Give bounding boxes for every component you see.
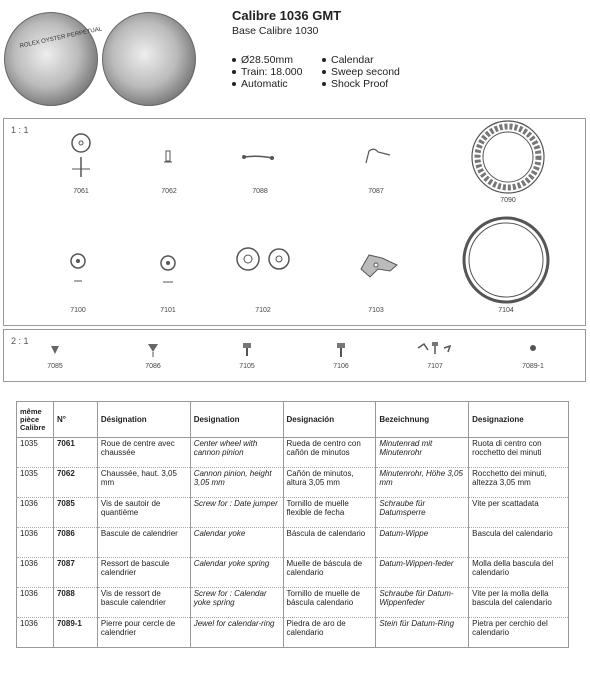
part-7102-drawing [237,248,289,270]
parts-drawings-1-1 [4,119,585,325]
page-subtitle: Base Calibre 1030 [232,25,319,37]
cell-english: Cannon pinion, height 3,05 mm [190,468,283,498]
feature-item: Automatic [232,78,302,90]
table-row [17,558,569,588]
cell-french: Pierre pour cercle de calendrier [97,618,190,648]
part-7089-1-drawing [530,345,536,351]
column-header-number: N° [53,402,97,438]
features-right [322,54,400,90]
feature-item: Ø28.50mm [232,54,302,66]
features-left [232,54,302,90]
parts-drawings-2-1 [4,330,585,381]
part-7100-drawing [71,254,85,281]
part-number-label: 7103 [368,307,384,314]
cell-spanish: Báscula de calendario [283,528,376,558]
cell-french: Vis de ressort de bascule calendrier [97,588,190,618]
movement-photo-dial-side [4,12,103,106]
part-number-label: 7086 [145,363,161,370]
cell-calibre: 1035 [17,438,54,468]
column-header-english: Designation [190,402,283,438]
part-number-label: 7087 [368,188,384,195]
cell-italian: Vite per la molla della bascula del calendario [469,588,569,618]
column-header-calibre: même pièce Calibre [17,402,54,438]
cell-french: Ressort de bascule calendrier [97,558,190,588]
movement-photo-back-side [102,12,196,106]
column-header-german: Bezeichnung [376,402,469,438]
part-number-label: 7062 [161,188,177,195]
cell-spanish: Tornillo de muelle flexible de fecha [283,498,376,528]
part-7090-drawing [472,121,544,193]
cell-calibre: 1036 [17,558,54,588]
part-7107-drawing [418,342,450,354]
cell-english: Jewel for calendar-ring [190,618,283,648]
part-number-label: 7085 [47,363,63,370]
cell-spanish: Rueda de centro con cañón de minutos [283,438,376,468]
feature-item: Calendar [322,54,400,66]
part-7106-drawing [337,343,345,357]
column-header-spanish: Designación [283,402,376,438]
column-header-italian: Designazione [469,402,569,438]
cell-german: Datum-Wippe [376,528,469,558]
part-number-label: 7100 [70,307,86,314]
cell-calibre: 1036 [17,498,54,528]
table-row [17,588,569,618]
part-7105-drawing [243,343,251,356]
table-row [17,438,569,468]
cell-english: Center wheel with cannon pinion [190,438,283,468]
feature-item: Shock Proof [322,78,400,90]
part-number-label: 7106 [333,363,349,370]
cell-german: Minutenrohr, Höhe 3,05 mm [376,468,469,498]
table-row [17,468,569,498]
cell-french: Roue de centre avec chaussée [97,438,190,468]
parts-panel-1-1 [3,118,586,326]
part-number-label: 7090 [500,197,516,204]
part-number-label: 7061 [73,188,89,195]
cell-part-number: 7087 [53,558,97,588]
cell-german: Schraube für Datumsperre [376,498,469,528]
cell-german: Datum-Wippen-feder [376,558,469,588]
part-7085-drawing [51,346,59,354]
table-row [17,618,569,648]
cell-italian: Rocchetto dei minuti, altezza 3,05 mm [469,468,569,498]
parts-panel-2-1 [3,329,586,382]
part-number-label: 7107 [427,363,443,370]
table-row [17,498,569,528]
part-number-label: 7088 [252,188,268,195]
part-number-label: 7101 [160,307,176,314]
rotor-engraving: ROLEX OYSTER PERPETUAL [19,26,103,50]
cell-english: Calendar yoke [190,528,283,558]
cell-calibre: 1036 [17,528,54,558]
cell-part-number: 7089-1 [53,618,97,648]
part-number-label: 7104 [498,307,514,314]
part-number-label: 7102 [255,307,271,314]
page-title: Calibre 1036 GMT [232,8,342,23]
cell-spanish: Tornillo de muelle de báscula calendario [283,588,376,618]
table-row [17,528,569,558]
part-7088-drawing [242,155,274,160]
cell-part-number: 7085 [53,498,97,528]
cell-german: Schraube für Datum-Wippenfeder [376,588,469,618]
part-number-label: 7089-1 [522,363,544,370]
cell-french: Chaussée, haut. 3,05 mm [97,468,190,498]
cell-part-number: 7088 [53,588,97,618]
part-7087-drawing [366,149,390,163]
cell-italian: Ruota di centro con rocchetto dei minuti [469,438,569,468]
part-number-label: 7105 [239,363,255,370]
cell-part-number: 7061 [53,438,97,468]
part-7104-drawing [464,218,548,302]
part-7062-drawing [164,151,172,162]
cell-french: Bascule de calendrier [97,528,190,558]
part-7061-drawing [72,134,90,177]
cell-german: Stein für Datum-Ring [376,618,469,648]
cell-italian: Vite per scattadata [469,498,569,528]
cell-part-number: 7086 [53,528,97,558]
cell-english: Screw for : Date jumper [190,498,283,528]
cell-english: Screw for : Calendar yoke spring [190,588,283,618]
cell-italian: Pietra per cerchio del calendario [469,618,569,648]
cell-italian: Molla della bascula del calendario [469,558,569,588]
cell-calibre: 1036 [17,618,54,648]
cell-english: Calendar yoke spring [190,558,283,588]
column-header-french: Désignation [97,402,190,438]
cell-spanish: Cañón de minutos, altura 3,05 mm [283,468,376,498]
cell-spanish: Muelle de báscula de calendario [283,558,376,588]
part-7101-drawing [161,256,175,282]
cell-calibre: 1036 [17,588,54,618]
part-7086-drawing [148,344,158,357]
table-header-row [17,402,569,438]
parts-table [16,401,569,648]
part-7103-drawing [361,255,397,277]
scale-label: 1 : 1 [11,125,29,135]
cell-spanish: Piedra de aro de calendario [283,618,376,648]
feature-item: Train: 18.000 [232,66,302,78]
cell-french: Vis de sautoir de quantième [97,498,190,528]
cell-calibre: 1035 [17,468,54,498]
scale-label: 2 : 1 [11,336,29,346]
cell-german: Minutenrad mit Minutenrohr [376,438,469,468]
cell-part-number: 7062 [53,468,97,498]
feature-item: Sweep second [322,66,400,78]
cell-italian: Bascula del calendario [469,528,569,558]
